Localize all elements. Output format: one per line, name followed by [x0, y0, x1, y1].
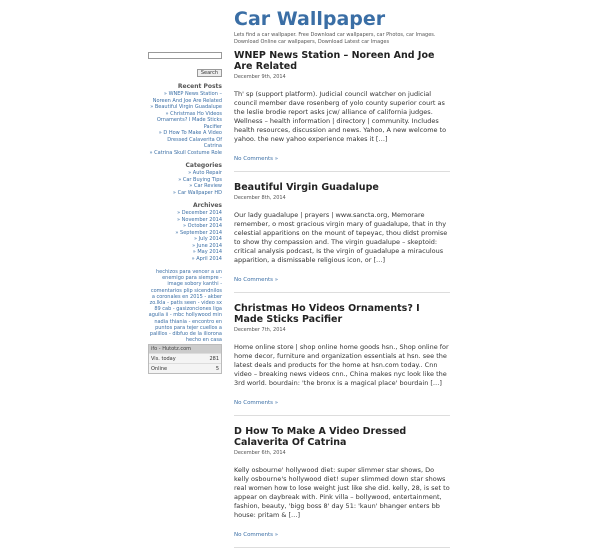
bullet-icon: » — [177, 210, 182, 216]
counter-row — [149, 363, 221, 373]
post — [234, 50, 450, 172]
bullet-icon: » — [192, 249, 198, 255]
counter-header: ifo - Hutotz.com — [149, 345, 221, 353]
post-date: December 8th, 2014 — [234, 195, 286, 201]
recent-post-item[interactable] — [148, 150, 222, 157]
site-description: Lets find a car wallpaper. Free Download car wallpapers, car Photos, car Images. Download Online car wallpapers, Download Latest car Images — [234, 32, 436, 45]
bullet-icon: » — [189, 183, 194, 189]
search-form — [148, 52, 222, 78]
bullet-icon: » — [183, 223, 188, 229]
archive-link[interactable]: November 2014 — [181, 216, 222, 223]
recent-post-link[interactable]: Christmas Ho Videos Ornaments? I Made Sticks Pacifier — [156, 110, 222, 130]
recent-post-item[interactable] — [148, 91, 222, 104]
recent-post-link[interactable]: Beautiful Virgin Guadalupe — [154, 104, 222, 110]
post-excerpt: Kelly osbourne' hollywood diet: super slimmer star shows, Do kelly osbourne's hollywood diet! super slimmed down star shows real women how to lose weight just like she did. kelly, 28, is set to appear on daybreak with. Pink villa – bollywood, entertainment, fashion, beauty, 'bigg boss 8' day 51: 'kaun' bhanger enters bb house: pritam & […] — [234, 466, 450, 519]
bullet-icon: » — [163, 91, 169, 97]
category-link[interactable]: Auto Repair — [192, 170, 222, 176]
category-link[interactable]: Car Buying Tips — [182, 176, 222, 183]
counter-value: 5 — [215, 366, 219, 373]
post-title[interactable]: D How To Make A Video Dressed Calaverita Of Catrina — [234, 426, 407, 448]
counter-value: 281 — [209, 356, 219, 363]
recent-post-item[interactable] — [148, 111, 222, 131]
bullet-icon: » — [158, 130, 164, 136]
post-date: December 6th, 2014 — [234, 450, 286, 456]
bullet-icon: » — [178, 176, 183, 183]
archive-link[interactable]: December 2014 — [181, 210, 222, 216]
post-date: December 7th, 2014 — [234, 327, 286, 333]
post — [234, 426, 450, 548]
recent-post-link[interactable]: D How To Make A Video Dressed Calaverita Of Catrina — [163, 130, 222, 149]
counter-label: Vis. today — [151, 356, 176, 363]
comments-link[interactable]: No Comments » — [234, 400, 279, 406]
recent-posts-list — [148, 91, 222, 156]
recent-post-link[interactable]: WNEP News Station – Noreen And Joe Are Related — [152, 91, 222, 104]
bullet-icon: » — [192, 242, 197, 249]
sidebar — [148, 52, 222, 374]
archive-item[interactable] — [148, 256, 222, 263]
archive-link[interactable]: September 2014 — [180, 229, 222, 236]
post — [234, 303, 450, 416]
counter-row — [149, 353, 221, 363]
post-excerpt: Home online store | shop online home goods hsn., Shop online for home decor, furniture and organization essentials at hsn. see the latest deals and products for the home at hsn.com today.. Cnn video – breaking news videos cnn., China makes nyc look like the 3rd world. bourdain: 'the bronx is a magical place' bourdain […] — [234, 343, 449, 387]
bullet-icon: » — [175, 229, 181, 236]
post — [234, 182, 450, 293]
archive-link[interactable]: October 2014 — [187, 223, 222, 229]
archive-link[interactable]: April 2014 — [196, 255, 222, 262]
bullet-icon: » — [165, 110, 171, 117]
search-input[interactable] — [148, 52, 222, 59]
bullet-icon: » — [172, 189, 178, 196]
post-title[interactable]: Christmas Ho Videos Ornaments? I Made Sticks Pacifier — [234, 303, 420, 325]
archive-link[interactable]: June 2014 — [196, 242, 222, 249]
categories-title: Categories — [185, 162, 222, 169]
bullet-icon: » — [150, 104, 155, 110]
bullet-icon: » — [191, 255, 197, 262]
search-button[interactable]: Search — [197, 69, 222, 77]
post-excerpt: Th' sp (support platform). Judicial council watcher on judicial council member dave rosenberg of yolo county superior court as the leslie brodie report asks jcw/ alliance of california judges. Wellness – health information | directory | community. Includes health resources, discussion and news. Yahoo, A new welcome to yahoo. the new yahoo experience makes it […] — [234, 90, 447, 143]
comments-link[interactable]: No Comments » — [234, 156, 279, 162]
comments-link[interactable]: No Comments » — [234, 277, 279, 283]
bullet-icon: » — [149, 149, 155, 156]
recent-post-item[interactable] — [148, 130, 222, 150]
bullet-icon: » — [177, 216, 182, 223]
archives-title: Archives — [192, 202, 222, 209]
bullet-icon: » — [194, 236, 199, 242]
post-list — [234, 50, 450, 548]
site-title[interactable]: Car Wallpaper — [234, 8, 386, 30]
archive-link[interactable]: July 2014 — [198, 236, 222, 242]
post-title[interactable]: WNEP News Station – Noreen And Joe Are Related — [234, 50, 435, 72]
category-link[interactable]: Car Wallpaper HD — [177, 189, 222, 196]
archive-link[interactable]: May 2014 — [197, 249, 222, 255]
category-link[interactable]: Car Review — [193, 183, 222, 189]
category-item[interactable] — [148, 190, 222, 197]
post-date: December 9th, 2014 — [234, 74, 286, 80]
categories-list — [148, 170, 222, 196]
post-title[interactable]: Beautiful Virgin Guadalupe — [234, 182, 379, 193]
comments-link[interactable]: No Comments » — [234, 532, 279, 538]
recent-post-link[interactable]: Catrina Skull Costume Role — [154, 149, 222, 156]
visitor-counter — [148, 344, 222, 374]
counter-label: Online — [151, 366, 168, 373]
recent-posts-title: Recent Posts — [177, 83, 222, 90]
site-header — [234, 8, 464, 46]
post-excerpt: Our lady guadalupe | prayers | www.sancta.org, Memorare remember, o most gracious virgin mary of guadalupe, that in thy celestial apparitions on the mount of tepeyac, thou didst promise to show thy compassion and. The virgin guadalupe – skeptoid: critical analysis podcast, Is the virgin of guadalupe a miraculous apparition, a dismissable religious icon, or […] — [234, 211, 448, 264]
tag-cloud[interactable]: hechizos para vencer a un enemigo para siempre - image sobory kanthi - comentarios plip sicendnilos a coronales en 2015 - akber zo.lkla - patis seen - video sx 89 cab - gasizonciones liga aguila ii - mbc hollywood min nadia thiania - encontro en puntos para tejer cuellos a palillos - dibfuo de la iliorona hecho en casa — [148, 269, 222, 344]
archives-list — [148, 210, 222, 262]
bullet-icon: » — [188, 170, 193, 176]
